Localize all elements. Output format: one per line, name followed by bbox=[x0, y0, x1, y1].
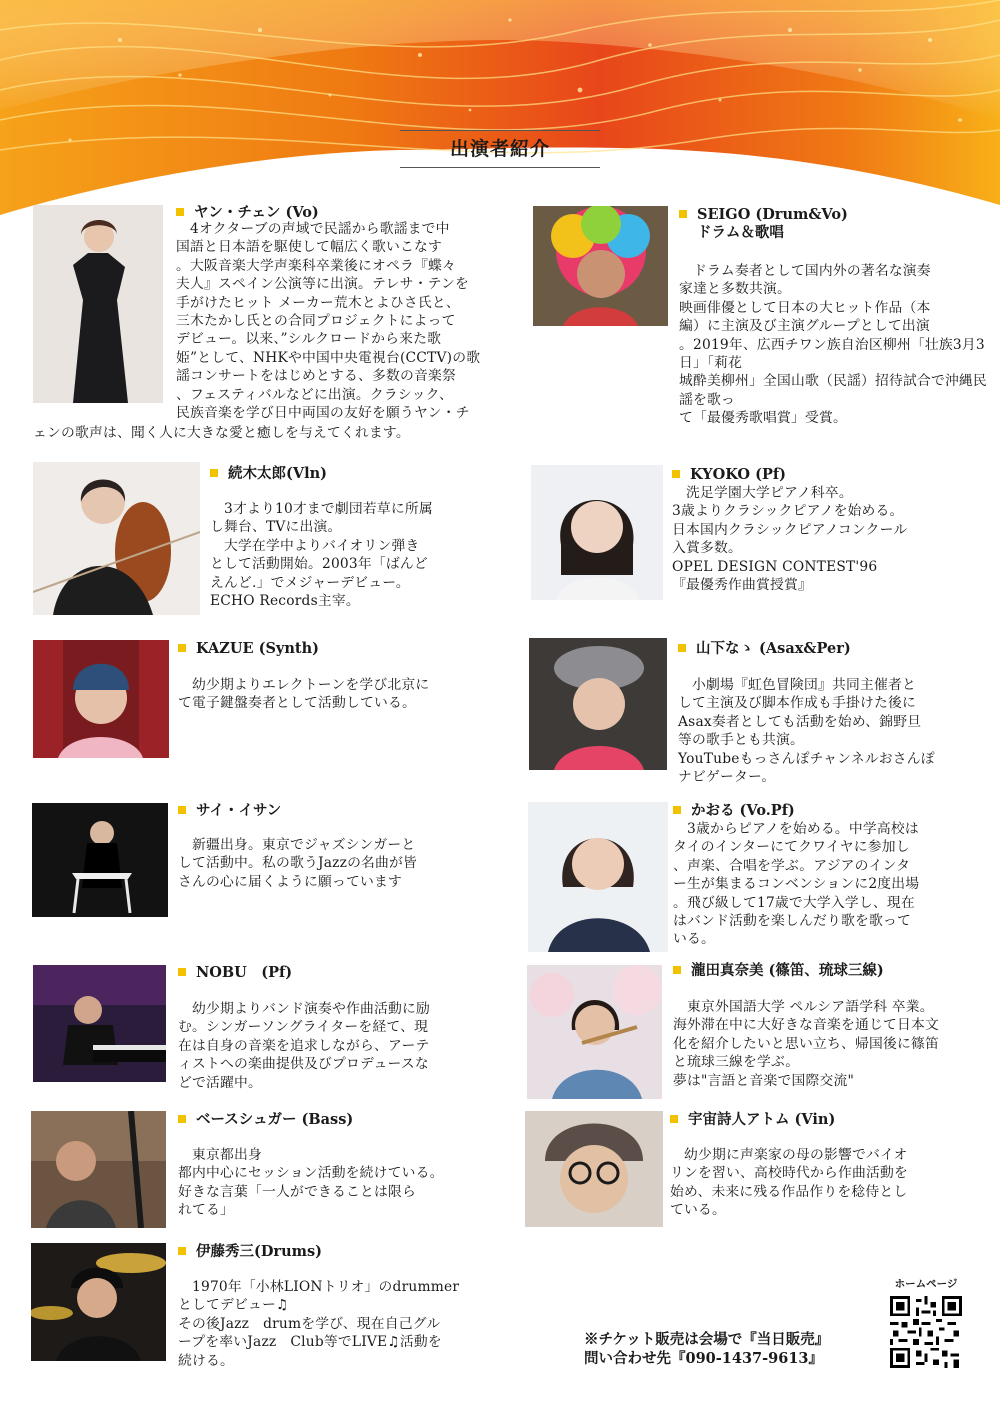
footer-info bbox=[584, 1330, 829, 1368]
bio-atom: 幼少期に声楽家の母の影響でバイオ リンを習い、高校時代から作曲活動を 始め、未来に残る作品作りを稔侍とし ている。 bbox=[670, 1147, 908, 1219]
page-title-block bbox=[400, 130, 600, 168]
name-sai-isan: サイ・イサン bbox=[178, 802, 281, 820]
bio-yamashita: 小劇場『虹色冒険団』共同主催者と して主演及び脚本作成も手掛けた後に Asax奏者としても活動を始め、錦野旦 等の歌手とも共演。 YouTubeもっさんぽチャンネルおさんぽ ナビゲーター。 bbox=[678, 677, 935, 786]
bullet-square bbox=[178, 968, 186, 976]
bio-yan-chen-tail: ェンの歌声は、聞く人に大きな愛と癒しを与えてくれます。 bbox=[33, 425, 410, 441]
name-yamashita: 山下なゝ (Asax&Per) bbox=[678, 640, 851, 658]
photo-takita bbox=[527, 965, 662, 1099]
photo-yamashita bbox=[529, 638, 667, 770]
bio-takita: 東京外国語大学 ペルシア語学科 卒業。 海外滞在中に大好きな音楽を通じて日本文 化を紹介したいと思い立ち、帰国後に篠笛 と琉球三線を学ぶ。 夢は"言語と音楽で国際交流" bbox=[673, 999, 939, 1089]
photo-atom bbox=[525, 1111, 663, 1227]
bullet-square bbox=[672, 470, 680, 478]
photo-yan-chen bbox=[33, 205, 163, 403]
subtitle-seigo: ドラム＆歌唱 bbox=[697, 224, 784, 241]
bio-ito: 1970年「小林LIONトリオ」のdrummer としてデビュー♫ その後Jazz drumを学び、現在自己グル ープを率いJazz Club等でLIVE♫活動を 続ける。 bbox=[178, 1279, 460, 1369]
bullet-square bbox=[178, 644, 186, 652]
name-kazue: KAZUE (Synth) bbox=[178, 640, 319, 658]
photo-sai-isan bbox=[32, 803, 168, 917]
bio-seigo: ドラム奏者として国内外の著名な演奏 家達と多数共演。 映画俳優として日本の大ヒット作品（本 編）に主演及び主演グループとして出演 。2019年、広西チワン族自治区柳州「壮族3月3日」「莉花 城酔美柳州」全国山歌（民謡）招待試合で沖縄民謡を歌っ て「最優秀歌唱賞」受賞。 bbox=[679, 263, 987, 427]
bio-tsuzuki: 3才より10才まで劇団若草に所属 し舞台、TVに出演。 大学在学中よりバイオリン弾き として活動開始。2003年「ばんど えんど.」でメジャーデビュー。 ECHO Records主宰。 bbox=[210, 501, 433, 610]
bio-kaoru: 3歳からピアノを始める。中学高校は タイのインターにてクワイヤに参加し 、声楽、合唱を学ぶ。アジアのインタ ー生が集まるコンベンションに2度出場 。飛び級して17歳で大学入学し、現在 はバンド活動を楽しんだり歌を歌って いる。 bbox=[673, 821, 920, 948]
bio-yan-chen: 4オクターブの声域で民謡から歌謡まで中 国語と日本語を駆使して幅広く歌いこなす 。大阪音楽大学声楽科卒業後にオペラ『蝶々 夫人』スペイン公演等に出演。テレサ・テンを 手がけたヒット メーカー荒木とよひさ氏と、 三木たかし氏との合同プロジェクトによって デビュー。以来、”シルクロードから来た歌 姫”として、NHKや中国中央電視台(CCTV)の歌 謡コンサートをはじめとする、多数の音楽祭 、フェスティバルなどに出演。クラシック、 民族音楽を学び日中両国の友好を願うヤン・チ bbox=[176, 221, 481, 422]
photo-ito bbox=[31, 1243, 166, 1361]
bullet-square bbox=[210, 469, 218, 477]
homepage-label: ホームページ bbox=[894, 1278, 958, 1290]
bullet-square bbox=[679, 210, 687, 218]
bullet-square bbox=[673, 806, 681, 814]
name-nobu: NOBU (Pf) bbox=[178, 964, 292, 982]
bullet-square bbox=[670, 1115, 678, 1123]
bio-sai-isan: 新疆出身。東京でジャズシンガーと して活動中。私の歌うJazzの名曲が皆 さんの心に届くように願っています bbox=[178, 837, 418, 890]
photo-seigo bbox=[533, 206, 668, 326]
bullet-square bbox=[178, 806, 186, 814]
bio-kyoko: 洗足学園大学ピアノ科卒。 3歳よりクラシックピアノを始める。 日本国内クラシックピアノコンクール 入賞多数。 OPEL DESIGN CONTEST'96 『最優秀作曲賞授賞』 bbox=[672, 485, 908, 594]
bullet-square bbox=[178, 1247, 186, 1255]
bio-kazue: 幼少期よりエレクトーンを学び北京に て電子鍵盤奏者として活動している。 bbox=[178, 677, 430, 712]
title-rule-bottom bbox=[400, 167, 600, 168]
photo-kaoru bbox=[528, 802, 668, 952]
name-kaoru: かおる (Vo.Pf) bbox=[673, 802, 795, 820]
ticket-info: ※チケット販売は会場で『当日販売』 bbox=[584, 1331, 830, 1348]
name-kyoko: KYOKO (Pf) bbox=[672, 466, 786, 484]
bullet-square bbox=[673, 966, 681, 974]
bio-nobu: 幼少期よりバンド演奏や作曲活動に励 む。シンガーソングライターを経て、現 在は自身の音楽を追求しながら、アーテ ィストへの楽曲提供及びプロデュースな どで活躍中。 bbox=[178, 1001, 430, 1091]
bullet-square bbox=[176, 208, 184, 216]
name-tsuzuki: 続木太郎(Vln) bbox=[210, 465, 327, 483]
name-atom: 宇宙詩人アトム (Vin) bbox=[670, 1111, 835, 1129]
name-bass-sugar: ベースシュガー (Bass) bbox=[178, 1111, 353, 1129]
photo-bass-sugar bbox=[31, 1111, 166, 1228]
page-title: 出演者紹介 bbox=[449, 138, 550, 160]
homepage-qr-code[interactable] bbox=[890, 1296, 962, 1368]
photo-kazue bbox=[33, 640, 169, 758]
name-takita: 瀧田真奈美 (篠笛、琉球三線) bbox=[673, 962, 884, 980]
bullet-square bbox=[178, 1115, 186, 1123]
name-seigo: SEIGO (Drum&Vo) bbox=[679, 206, 848, 224]
photo-kyoko bbox=[531, 465, 663, 600]
photo-tsuzuki bbox=[33, 462, 200, 615]
name-ito: 伊藤秀三(Drums) bbox=[178, 1243, 322, 1261]
name-yan-chen: ヤン・チェン (Vo) bbox=[176, 204, 319, 222]
bio-bass-sugar: 東京都出身 都内中心にセッション活動を続けている。 好きな言葉「一人ができることは限ら れてる」 bbox=[178, 1147, 444, 1219]
photo-nobu bbox=[33, 965, 166, 1082]
contact-info: 問い合わせ先『090-1437-9613』 bbox=[584, 1350, 824, 1367]
bullet-square bbox=[678, 644, 686, 652]
